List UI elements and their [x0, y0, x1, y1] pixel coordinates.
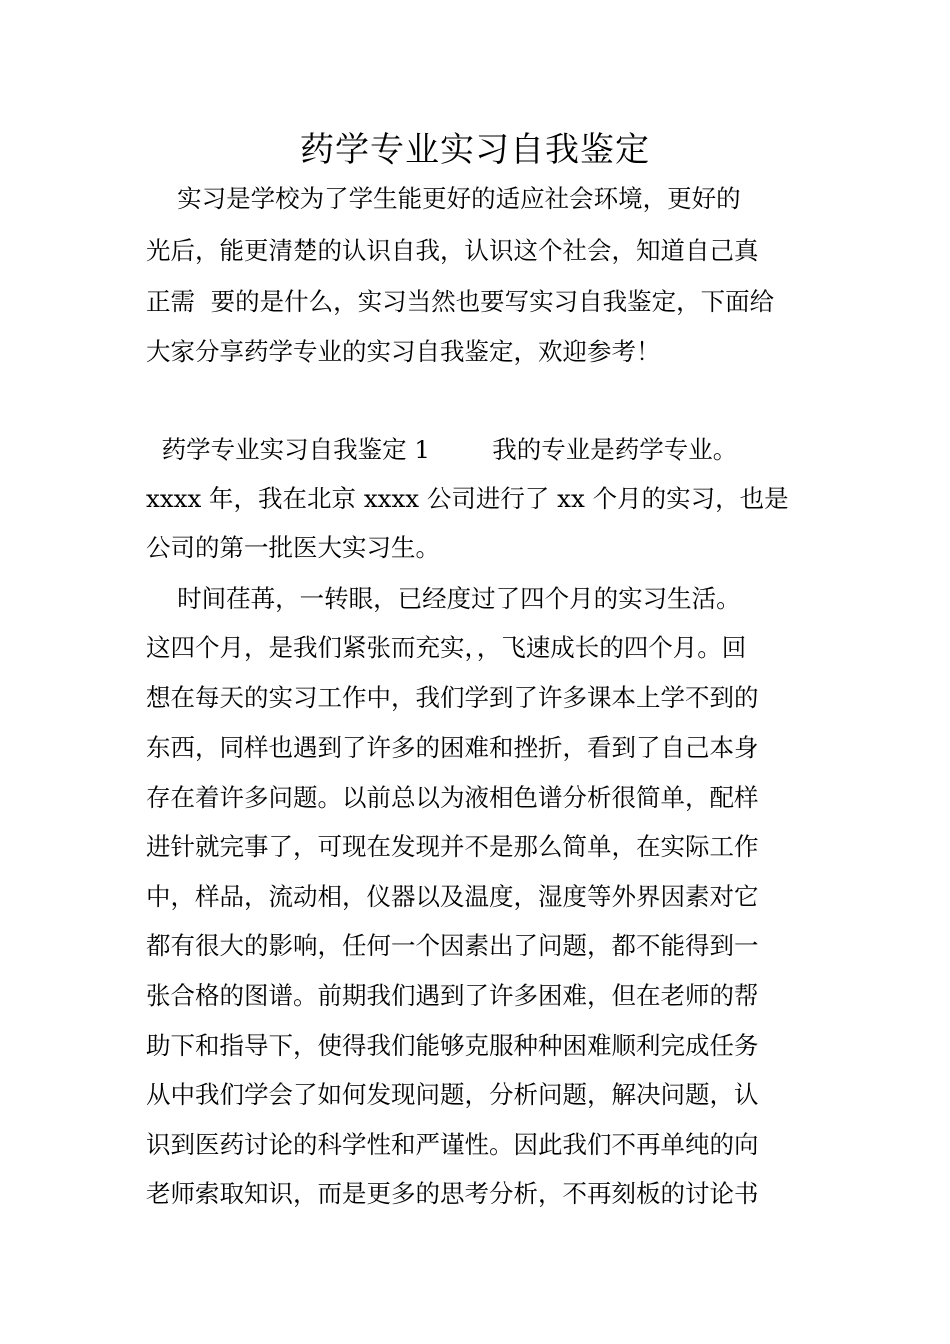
paragraph-line: xxxx 年，我在北京 xxxx 公司进行了 xx 个月的实习，也是 [146, 484, 789, 513]
paragraph-line: 老师索取知识，而是更多的思考分析，不再刻板的讨论书 [146, 1179, 759, 1208]
paragraph-line: 时间荏苒，一转眼，已经度过了四个月的实习生活。 [146, 584, 741, 613]
paragraph-line: 识到医药讨论的科学性和严谨性。因此我们不再单纯的向 [146, 1130, 759, 1159]
paragraph-line: 实习是学校为了学生能更好的适应社会环境，更好的 [146, 184, 741, 213]
paragraph-line: 都有很大的影响，任何一个因素出了问题，都不能得到一 [146, 931, 759, 960]
paragraph-line: 光后，能更清楚的认识自我，认识这个社会，知道自己真 [146, 236, 759, 265]
paragraph-line: 助下和指导下，使得我们能够克服种种困难顺利完成任务 [146, 1031, 759, 1060]
paragraph-line: 东西，同样也遇到了许多的困难和挫折，看到了自己本身 [146, 733, 759, 762]
paragraph-line: 公司的第一批医大实习生。 [146, 533, 440, 562]
paragraph-line: 进针就完事了，可现在发现并不是那么简单，在实际工作 [146, 832, 759, 861]
paragraph-line: 中，样品，流动相，仪器以及温度，湿度等外界因素对它 [146, 882, 759, 911]
section-heading-line: 药学专业实习自我鉴定 1 我的专业是药学专业。 [146, 435, 738, 464]
paragraph-line: 从中我们学会了如何发现问题，分析问题，解决问题，认 [146, 1080, 759, 1109]
paragraph-line: 张合格的图谱。前期我们遇到了许多困难，但在老师的帮 [146, 981, 759, 1010]
paragraph-line: 正需 要的是什么，实习当然也要写实习自我鉴定，下面给 [146, 287, 775, 316]
paragraph-line: 大家分享药学专业的实习自我鉴定，欢迎参考！ [146, 337, 661, 366]
paragraph-line: 存在着许多问题。以前总以为液相色谱分析很简单，配样 [146, 783, 759, 812]
paragraph-line: 这四个月，是我们紧张而充实，，飞速成长的四个月。回 [146, 633, 747, 662]
document-title: 药学专业实习自我鉴定 [300, 130, 650, 170]
paragraph-line: 想在每天的实习工作中，我们学到了许多课本上学不到的 [146, 683, 759, 712]
